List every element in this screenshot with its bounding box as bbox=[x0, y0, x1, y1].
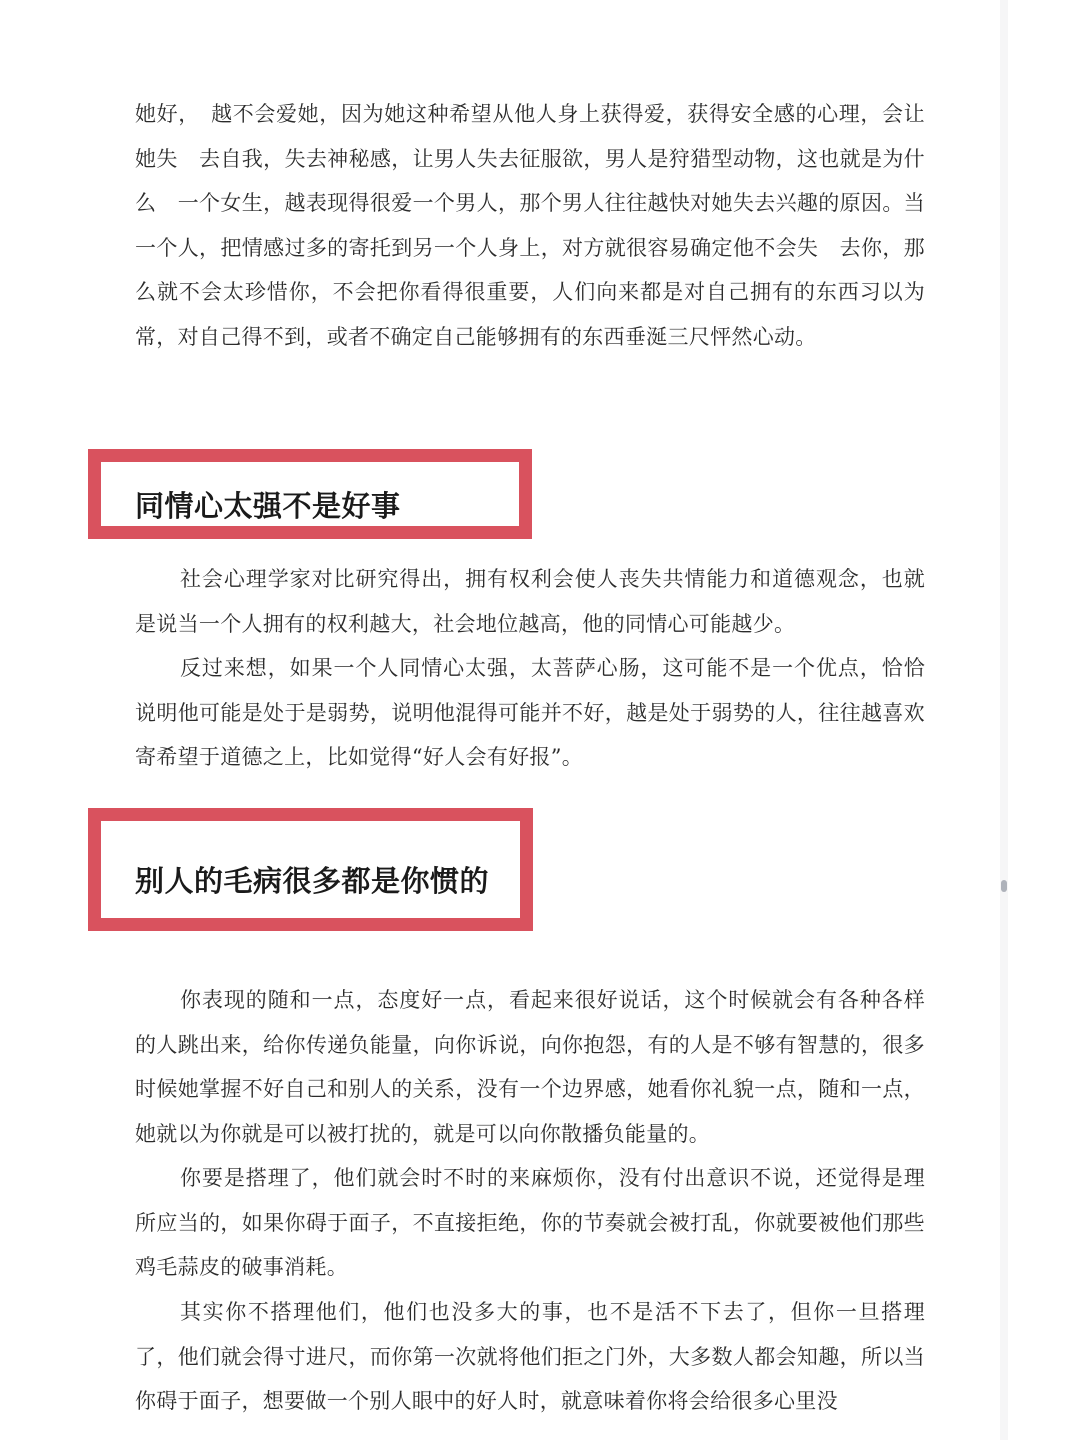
section2-paragraph-2: 你要是搭理了，他们就会时不时的来麻烦你，没有付出意识不说，还觉得是理所应当的，如果你碍于面子，不直接拒绝，你的节奏就会被打乱，你就要被他们那些鸡毛蒜皮的破事消耗。 bbox=[135, 1166, 925, 1279]
section1-paragraph-2: 反过来想，如果一个人同情心太强，太菩萨心肠，这可能不是一个优点，恰恰说明他可能是处于是弱势，说明他混得可能并不好，越是处于弱势的人，往往越喜欢寄希望于道德之上，比如觉得“好人会有好报”。 bbox=[135, 656, 925, 769]
scrollbar-thumb[interactable] bbox=[1001, 880, 1007, 892]
top-paragraph: 她好， 越不会爱她，因为她这种希望从他人身上获得爱，获得安全感的心理，会让她失 去自我，失去神秘感，让男人失去征服欲，男人是狩猎型动物，这也就是为什么 一个女生，越表现得很爱一个男人，那个男人往往越快对她失去兴趣的原因。当一个人，把情感过多的寄托到另一个人身上，对方就很容易确定他不会失 去你，那么就不会太珍惜你，不会把你看得很重要，人们向来都是对自己拥有的东西习以为常，对自己得不到，或者不确定自己能够拥有的东西垂涎三尺怦然心动。 bbox=[135, 102, 925, 349]
vertical-scrollbar[interactable] bbox=[1000, 0, 1008, 1440]
section-heading-1: 同情心太强不是好事 bbox=[135, 489, 401, 523]
section-heading-box-2 bbox=[88, 808, 533, 931]
section2-paragraph-1: 你表现的随和一点，态度好一点，看起来很好说话，这个时候就会有各种各样的人跳出来，给你传递负能量，向你诉说，向你抱怨，有的人是不够有智慧的，很多时候她掌握不好自己和别人的关系，没有一个边界感，她看你礼貌一点，随和一点，她就以为你就是可以被打扰的，就是可以向你散播负能量的。 bbox=[135, 988, 925, 1146]
section-heading-box-1 bbox=[88, 449, 532, 539]
section1-paragraph-1: 社会心理学家对比研究得出，拥有权利会使人丧失共情能力和道德观念，也就是说当一个人拥有的权利越大，社会地位越高，他的同情心可能越少。 bbox=[135, 567, 925, 636]
section2-paragraph-3: 其实你不搭理他们，他们也没多大的事，也不是活不下去了，但你一旦搭理了，他们就会得寸进尺，而你第一次就将他们拒之门外，大多数人都会知趣，所以当你碍于面子，想要做一个别人眼中的好人时，就意味着你将会给很多心里没 bbox=[135, 1300, 925, 1413]
section-heading-2: 别人的毛病很多都是你惯的 bbox=[135, 864, 490, 898]
